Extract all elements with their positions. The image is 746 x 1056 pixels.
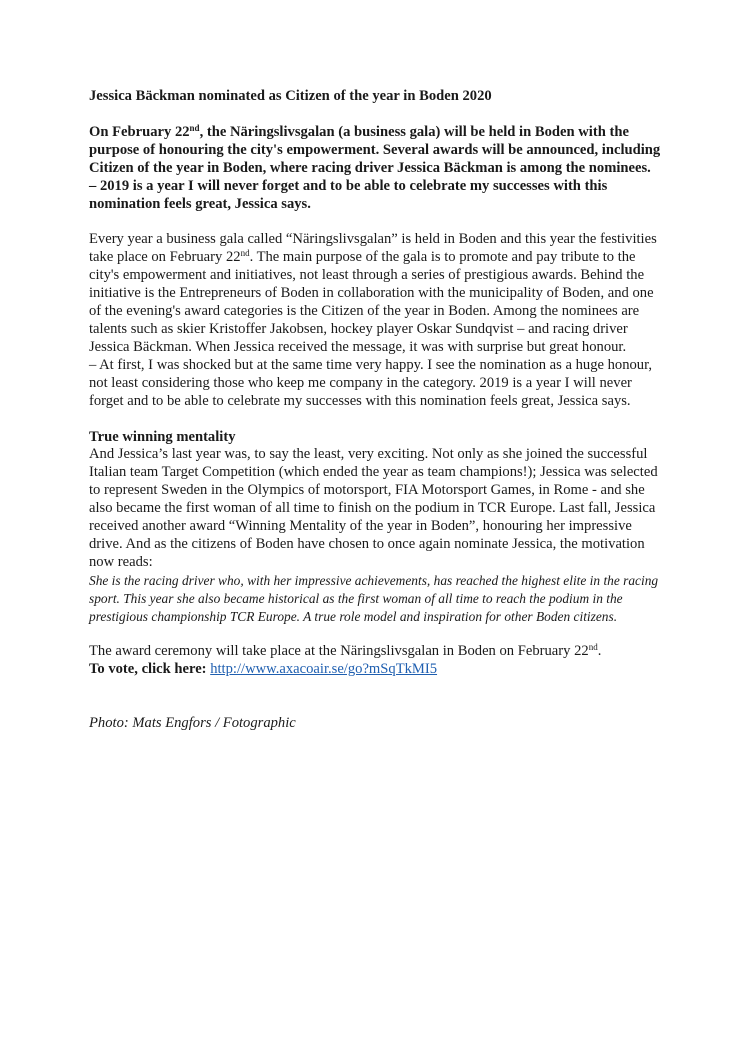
lead-text-end: , the Näringslivsgalan (a business gala) will be held in Boden with the purpose of honouring the city's empowerment. Several awards will be announced, including Citizen of the year in Boden, where racing driver Jessica Bäckman is among the nominees. (89, 123, 661, 176)
lead-quote: – 2019 is a year I will never forget and to be able to celebrate my successes with this nomination feels great, Jessica says. (89, 177, 608, 212)
body-text-end: . The main purpose of the gala is to promote and pay tribute to the city's empowerment and initiatives, not least through a series of prestigious awards. Behind the initiative is the Entrepreneurs of Boden in collaboration with the municipality of Boden, and one of the evening's award categories is the Citizen of the year in Boden. Among the nominees are talents such as skier Kristoffer Jakobsen, hockey player Oskar Sundqvist – and racing driver Jessica Bäckman. When Jessica received the message, it was with surprise but great honour. (89, 249, 654, 355)
photo-credit: Photo: Mats Engfors / Fotographic (89, 715, 296, 732)
motivation-quote: She is the racing driver who, with her impressive achievements, has reached the highest elite in the racing sport. This year she also became historical as the first woman of all time to reach the podium in the prestigious championship TCR Europe. A true role model and inspiration for other Boden citizens. (89, 572, 659, 624)
press-release (89, 88, 661, 733)
ceremony-text-end: . (597, 643, 602, 660)
lead-text-start: On February 22 (89, 123, 190, 140)
body-text-start: Every year a business gala called “Näringslivsgalan” is held in Boden and this year the festivities take place on February 22 (89, 231, 657, 266)
body-date-suffix: nd (240, 248, 250, 259)
section-paragraph: And Jessica’s last year was, to say the least, very exciting. Not only as she joined the successful Italian team Target Competition (which ended the year as team champions!); Jessica was selected to represent Sweden in the Olympics of motorsport, FIA Motorsport Games, in Rome - and she also became the first woman of all time to finish on the podium in TCR Europe. Last fall, Jessica received another award “Winning Mentality of the year in Boden”, honouring her impressive drive. And as the citizens of Boden have chosen to once again nominate Jessica, the motivation now reads: (89, 446, 658, 570)
lead-date-suffix: nd (189, 122, 200, 133)
vote-line (89, 661, 661, 679)
ceremony-date-suffix: nd (588, 642, 598, 653)
ceremony-paragraph (89, 643, 661, 661)
page-title: Jessica Bäckman nominated as Citizen of the year in Boden 2020 (89, 88, 492, 104)
vote-label: To vote, click here: (89, 661, 207, 678)
ceremony-text: The award ceremony will take place at the Näringslivsgalan in Boden on February 22 (89, 643, 589, 660)
body-paragraph (89, 231, 661, 356)
vote-link[interactable]: http://www.axacoair.se/go?mSqTkMI5 (210, 661, 438, 678)
body-quote: – At first, I was shocked but at the same time very happy. I see the nomination as a huge honour, not least considering those who keep me company in the category. 2019 is a year I will never forget and to be able to celebrate my successes with this nomination feels great, Jessica says. (89, 356, 653, 409)
section-heading: True winning mentality (89, 428, 236, 445)
lead-paragraph (89, 124, 661, 178)
